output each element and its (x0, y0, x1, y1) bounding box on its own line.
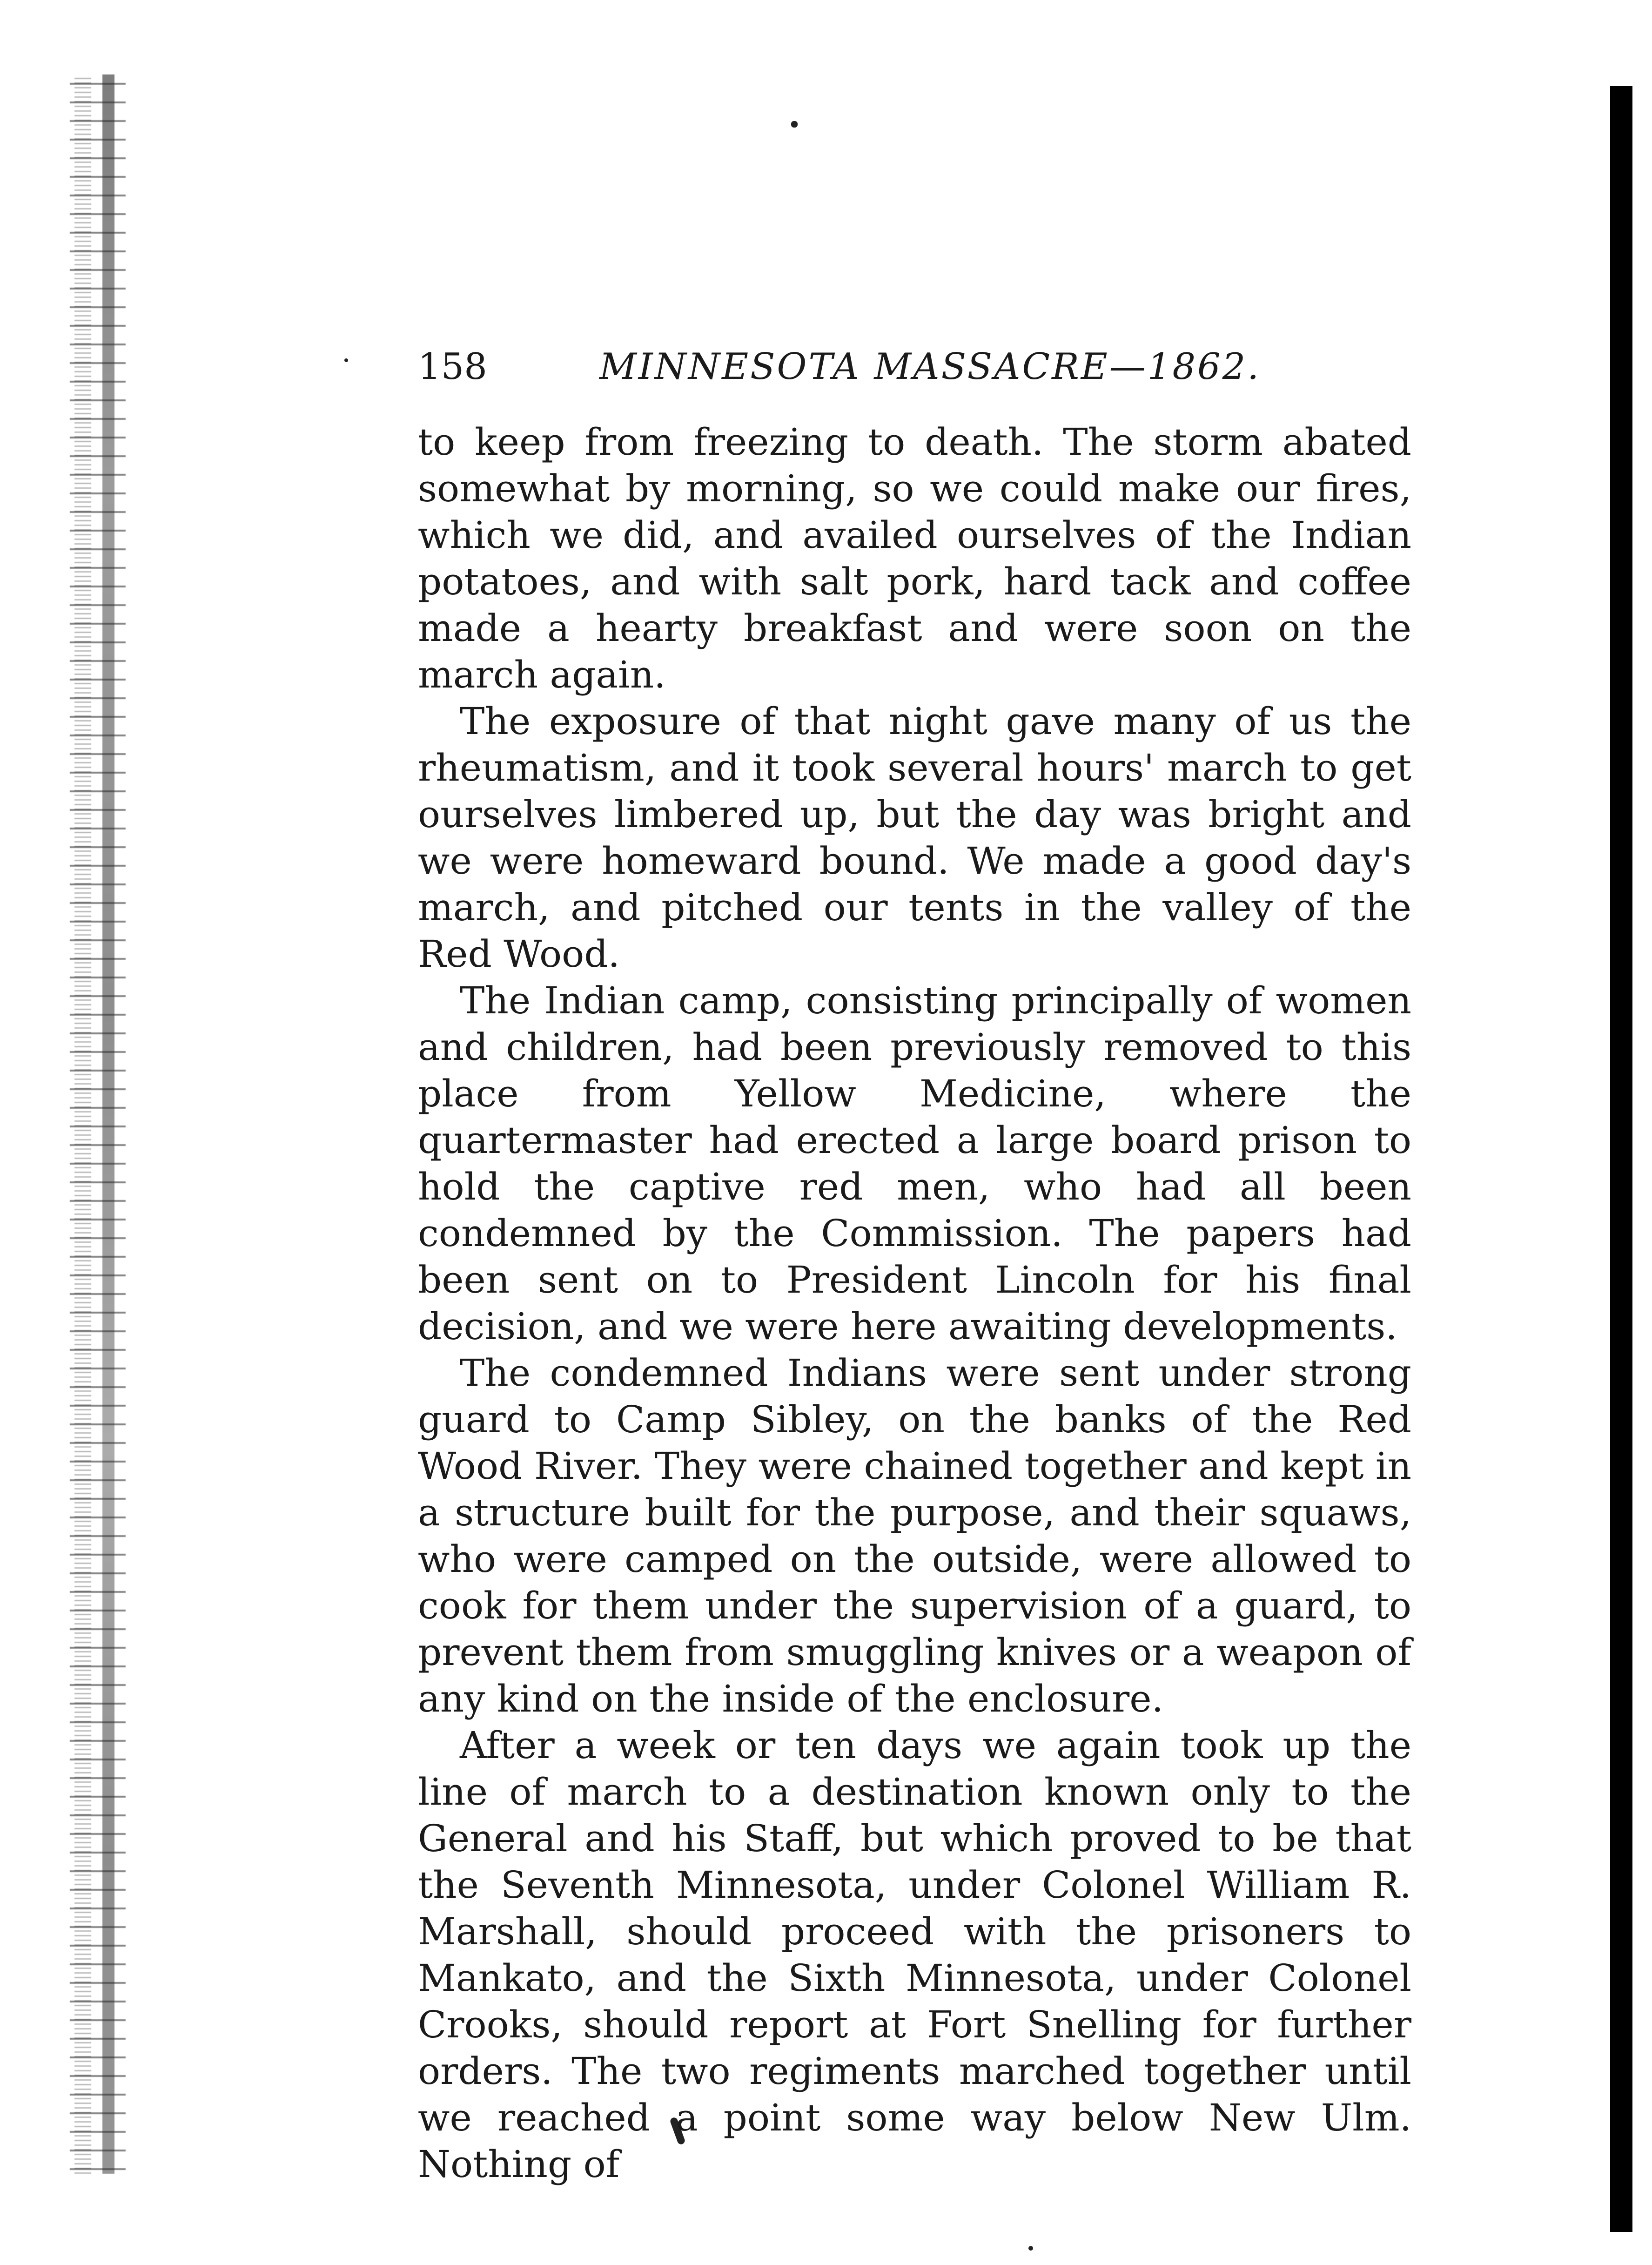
paragraph: to keep from freezing to death. The storm abated somewhat by morning, so we could make our fires, which we did, and availed ourselves of the Indian potatoes, and with salt pork, hard tack and coffee made a hearty breakfast and were soon on the march again. (418, 420, 1411, 696)
body-text (418, 419, 1411, 2186)
running-head (418, 339, 1265, 395)
page-number: 158 (418, 346, 487, 388)
paragraph: After a week or ten days we again took up the line of march to a destination known only to the General and his Staff, but which proved to be that the Seventh Minnesota, under Colonel William R. Marshall, should proceed with the prisoners to Mankato, and the Sixth Minnesota, under Colonel Crooks, should report at Fort Snelling for further orders. The two regiments marched together until we reached a point some way below New Ulm. Nothing of (418, 1724, 1411, 2186)
stray-mark-icon (791, 121, 798, 128)
stray-mark-icon (344, 358, 348, 362)
right-scan-bar-icon (1610, 86, 1632, 2232)
running-title: MINNESOTA MASSACRE—1862. (599, 346, 1261, 388)
stray-mark-icon (1028, 2246, 1033, 2251)
paragraph: The exposure of that night gave many of us the rheumatism, and it took several hours' march to get ourselves limbered up, but the day was bright and we were homeward bound. We made a good day's march, and pitched our tents in the valley of the Red Wood. (418, 700, 1411, 976)
paragraph: The condemned Indians were sent under strong guard to Camp Sibley, on the banks of the Red Wood River. They were chained together and kept in a structure built for the purpose, and their squaws, who were camped on the outside, were allowed to cook for them under the supervision of a guard, to prevent them from smuggling knives or a weapon of any kind on the inside of the enclosure. (418, 1351, 1411, 1720)
paragraph: The Indian camp, consisting principally of women and children, had been previously removed to this place from Yellow Medicine, where the quartermaster had erected a large board prison to hold the captive red men, who had all been condemned by the Commission. The papers had been sent on to President Lincoln for his final decision, and we were here awaiting developments. (418, 979, 1411, 1348)
left-scan-edge-icon (70, 74, 126, 2174)
